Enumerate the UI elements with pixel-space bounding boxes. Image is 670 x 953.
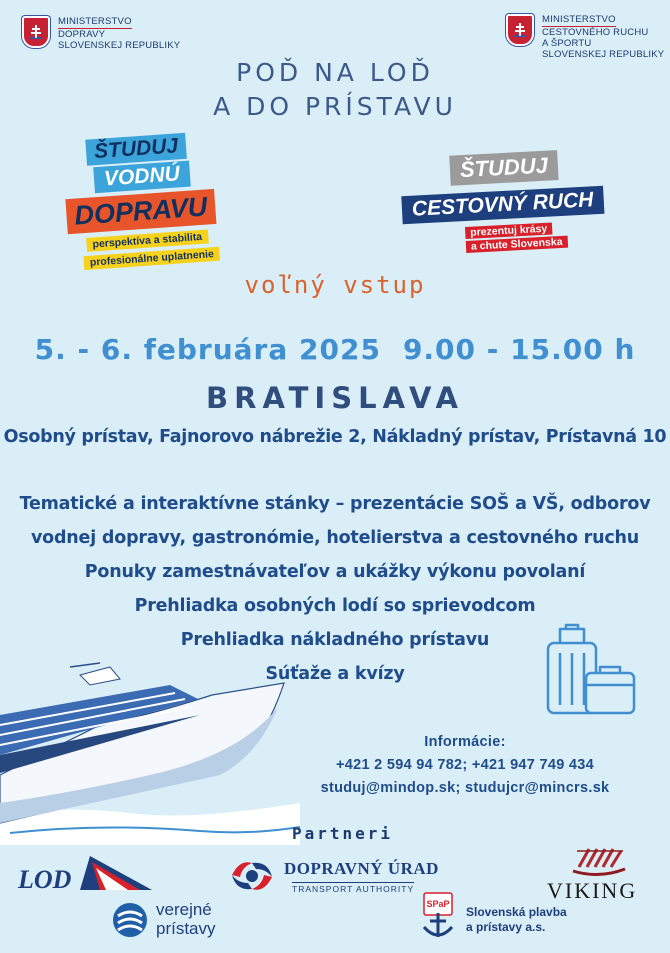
badge-right-line3: prezentuj krásy [465, 222, 553, 239]
slovak-crest-icon [506, 14, 534, 46]
partner-slovenska-plavba-logo [416, 891, 576, 943]
dopravny-urad-text: DOPRAVNÝ ÚRAD [284, 859, 439, 878]
cruise-ship-icon [0, 655, 300, 845]
plavba-emblem-text: SPaP [426, 899, 450, 909]
ministry-right-line4: SLOVENSKEJ REPUBLIKY [542, 49, 665, 60]
ministry-left-line1: MINISTERSTVO [58, 16, 132, 27]
info-phones: +421 2 594 94 782; +421 947 749 434 [335, 757, 595, 773]
info-emails: studuj@mindop.sk; studujcr@mincrs.sk [320, 780, 610, 796]
badge-left-line1: ŠTUDUJ [85, 133, 187, 166]
ports-icon [112, 902, 148, 938]
badge-right-line2: CESTOVNÝ RUCH [401, 186, 604, 225]
title-line-1: POĎ NA LOĎ [236, 58, 434, 87]
badge-right-line1: ŠTUDUJ [449, 150, 558, 186]
title-line-2: A DO PRÍSTAVU [213, 92, 457, 121]
plavba-line2: a prístavy a.s. [466, 920, 546, 934]
contact-info [265, 731, 665, 800]
ministry-right-line2: CESTOVNÉHO RUCHU [542, 27, 649, 38]
ministry-left-line2: DOPRAVY [58, 29, 106, 40]
activity-item: vodnej dopravy, gastronómie, hotelierstva a cestovného ruchu [30, 528, 640, 548]
dopravny-urad-subtext: TRANSPORT AUTHORITY [292, 884, 415, 894]
verejne-line2: prístavy [156, 919, 216, 938]
badge-left-line4: perspektíva a stabilita [86, 229, 208, 251]
transport-authority-icon [228, 855, 276, 897]
viking-ship-icon [569, 845, 629, 877]
partner-lod-logo [18, 856, 138, 896]
ministry-transport-logo [22, 16, 180, 51]
viking-text: VIKING [547, 878, 638, 903]
activity-item: Súťaže a kvízy [265, 664, 405, 684]
info-heading: Informácie: [424, 734, 506, 750]
activity-item: Prehliadka nákladného prístavu [180, 630, 490, 650]
verejne-line1: verejné [156, 900, 212, 919]
event-date: 5. - 6. februára 2025 [34, 333, 381, 366]
partners-title: Partneri [292, 824, 394, 843]
event-address: Osobný prístav, Fajnorovo nábrežie 2, Nákladný prístav, Prístavná 10 [3, 427, 667, 447]
event-datetime [0, 333, 670, 366]
plavba-line1: Slovenská plavba [466, 905, 567, 919]
luggage-icon [544, 623, 640, 718]
ministry-left-line3: SLOVENSKEJ REPUBLIKY [58, 40, 181, 51]
lod-text: LOD [18, 865, 72, 894]
badge-study-water-transport [61, 129, 250, 281]
badge-study-tourism [399, 146, 644, 268]
ministry-right-line1: MINISTERSTVO [542, 14, 616, 25]
event-time: 9.00 - 15.00 h [402, 333, 636, 366]
ministry-right-line3: A ŠPORTU [542, 38, 592, 49]
activity-item: Tematické a interaktívne stánky – prezentácie SOŠ a VŠ, odborov [19, 494, 651, 514]
activity-item: Prehliadka osobných lodí so sprievodcom [134, 596, 536, 616]
badge-left-line2: VODNÚ [93, 161, 190, 194]
badge-left-line5: profesionálne uplatnenie [83, 247, 220, 270]
event-city: BRATISLAVA [206, 381, 464, 415]
activity-item: Ponuky zamestnávateľov a ukážky výkonu povolaní [84, 562, 586, 582]
sail-icon [80, 856, 156, 892]
badge-left-line3: DOPRAVU [65, 189, 216, 234]
partner-dopravny-urad-logo [228, 853, 439, 899]
free-entry-text: voľný vstup [244, 271, 426, 299]
ministry-tourism-logo [506, 14, 664, 60]
badge-right-line4: a chute Slovenska [466, 236, 568, 253]
slovak-crest-icon [22, 16, 50, 48]
anchor-icon [416, 891, 460, 943]
partner-verejne-pristavy-logo [112, 898, 242, 942]
